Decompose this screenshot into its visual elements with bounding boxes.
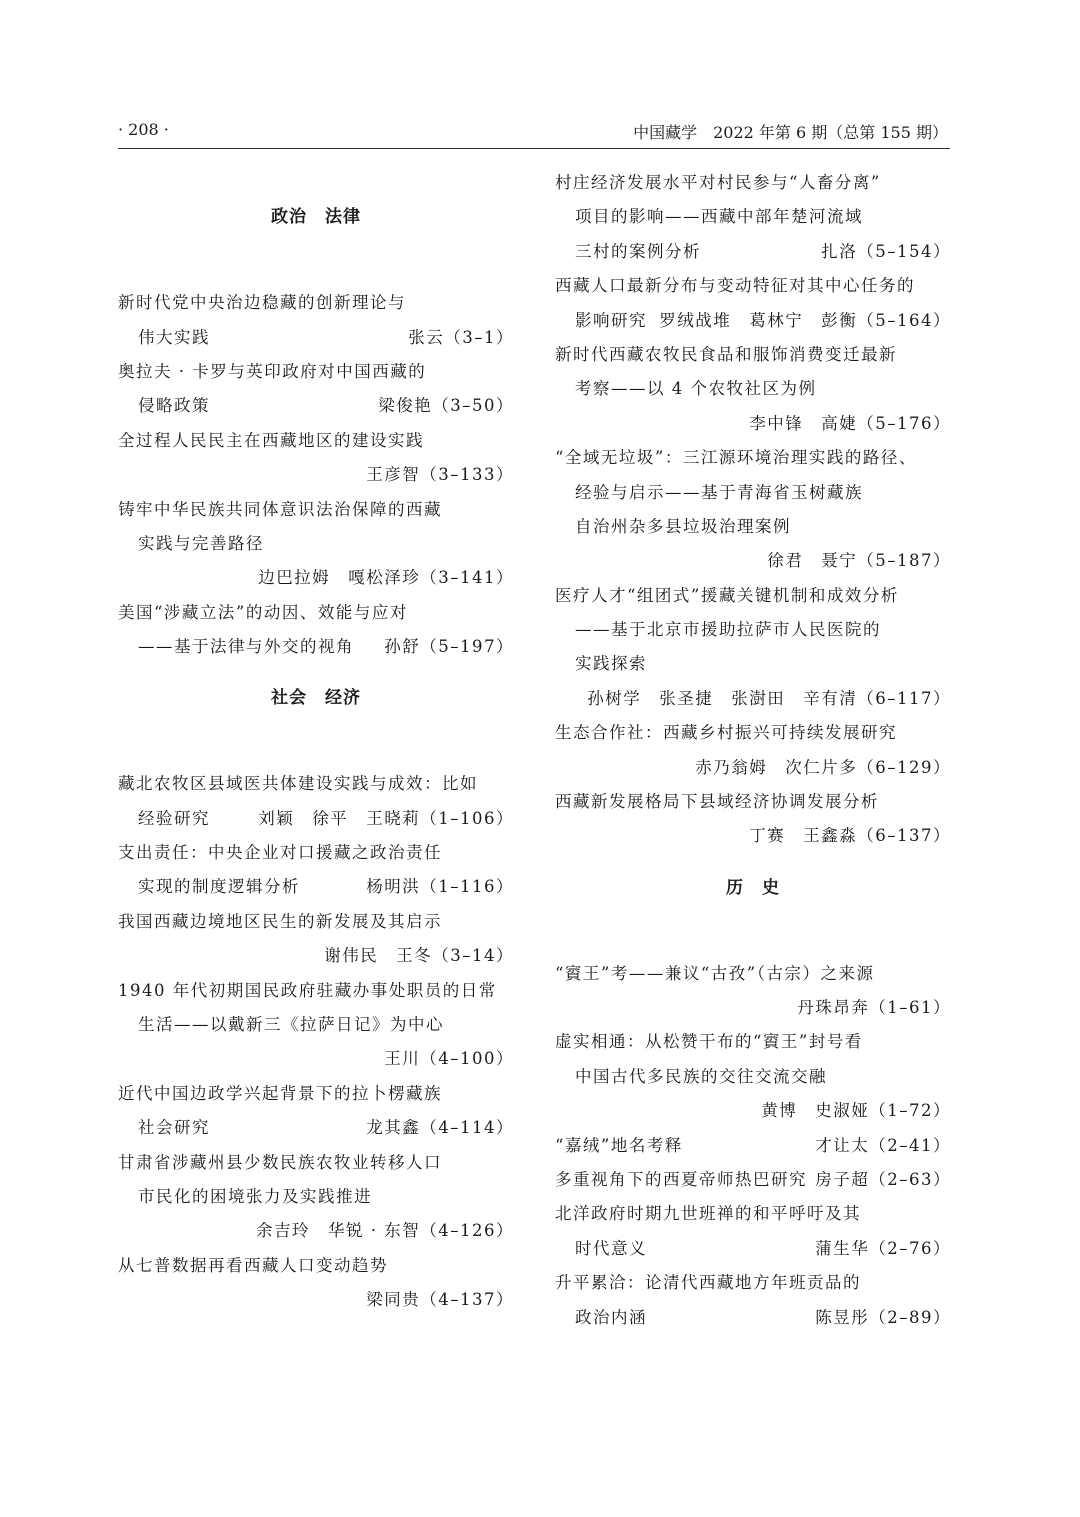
entry-title: 社会研究 (138, 1118, 210, 1138)
entry-author: 边巴拉姆 嘎松泽珍（3–141） (258, 568, 514, 588)
entry-title: 支出责任：中央企业对口援藏之政治责任 (118, 843, 442, 863)
entry-title: 时代意义 (575, 1238, 647, 1258)
entry-title: 从七普数据再看西藏人口变动趋势 (118, 1255, 388, 1275)
entry-author: 蒲生华（2–76） (815, 1238, 951, 1258)
entry-title: 生态合作社：西藏乡村振兴可持续发展研究 (555, 723, 897, 743)
entry-subtitle: 实践探索 (575, 654, 647, 674)
entry-author: 李中锋 高婕（5–176） (749, 413, 951, 433)
toc-entry (118, 1146, 514, 1249)
toc-entry (118, 596, 514, 665)
entry-title: 经验研究 (138, 808, 210, 828)
toc-entry (555, 1197, 951, 1266)
entry-title: 村庄经济发展水平对村民参与“人畜分离” (555, 173, 881, 192)
section-heading-politics-law: 政治 法律 (271, 207, 361, 228)
toc-entry (555, 785, 951, 854)
entry-author: 余吉玲 华锐 · 东智（4–126） (256, 1221, 514, 1241)
entry-author: 罗绒战堆 葛林宁 彭衡（5–164） (659, 310, 951, 330)
entry-title: 侵略政策 (138, 396, 210, 416)
entry-author: 梁俊艳（3–50） (378, 396, 514, 416)
entry-title: 我国西藏边境地区民生的新发展及其启示 (118, 911, 442, 931)
entry-subtitle: ——基于北京市援助拉萨市人民医院的 (575, 620, 881, 640)
entry-title: 新时代党中央治边稳藏的创新理论与 (118, 293, 406, 313)
entry-title: 虚实相通：从松赞干布的“賨王”封号看 (555, 1032, 863, 1052)
entry-title: 政治内涵 (575, 1307, 647, 1327)
entry-title: 新时代西藏农牧民食品和服饰消费变迁最新 (555, 344, 897, 364)
toc-entry (555, 166, 951, 269)
entry-title: 项目的影响——西藏中部年楚河流域 (575, 207, 863, 227)
entry-title: 藏北农牧区县域医共体建设实践与成效：比如 (118, 774, 478, 794)
entry-title: 美国“涉藏立法”的动因、效能与应对 (118, 602, 408, 622)
toc-entry (555, 957, 951, 1026)
entry-author: 徐君 聂宁（5–187） (767, 551, 951, 571)
entry-title: 铸牢中华民族共同体意识法治保障的西藏 (118, 499, 442, 519)
entry-title: 自治州杂多县垃圾治理案例 (575, 516, 791, 536)
entry-title: 市民化的困境张力及实践推进 (138, 1186, 372, 1206)
entry-title: 实现的制度逻辑分析 (138, 877, 300, 897)
entry-title: 中国古代多民族的交往交流交融 (575, 1066, 827, 1086)
toc-entry (555, 441, 951, 579)
left-column (118, 166, 514, 1318)
toc-entry (555, 338, 951, 441)
toc-entry (118, 424, 514, 493)
entry-author: 孙树学 张圣捷 张澍田 辛有清（6–117） (587, 688, 951, 708)
toc-entry (555, 1266, 951, 1335)
entry-title: 西藏人口最新分布与变动特征对其中心任务的 (555, 276, 915, 296)
entry-author: 刘颖 徐平 王晓莉（1–106） (258, 808, 514, 828)
entry-author: 丹珠昂奔（1–61） (797, 997, 951, 1017)
toc-entry (118, 286, 514, 355)
entry-author: 张云（3–1） (408, 327, 514, 347)
toc-entry (555, 1163, 951, 1197)
entry-author: 黄博 史淑娅（1–72） (761, 1101, 951, 1121)
entry-author: 赤乃翁姆 次仁片多（6–129） (695, 757, 951, 777)
section-heading-history: 历 史 (726, 877, 780, 898)
entry-title: 生活——以戴新三《拉萨日记》为中心 (138, 1014, 444, 1034)
entry-title: 多重视角下的西夏帝师热巴研究 (555, 1169, 807, 1189)
entry-author: 王川（4–100） (384, 1049, 514, 1069)
toc-entry (555, 716, 951, 785)
entry-author: 才让太（2–41） (815, 1135, 951, 1155)
entry-author: 扎洛（5–154） (821, 241, 951, 261)
entry-author: 陈昱彤（2–89） (815, 1307, 951, 1327)
entry-subtitle: ——基于法律与外交的视角 (138, 637, 354, 657)
toc-entry (118, 1077, 514, 1146)
entry-author: 王彦智（3–133） (366, 465, 514, 485)
entry-title: 考察——以 4 个农牧社区为例 (575, 379, 817, 399)
entry-title: 医疗人才“组团式”援藏关键机制和成效分析 (555, 585, 899, 605)
toc-entry (118, 974, 514, 1077)
entry-title: 全过程人民民主在西藏地区的建设实践 (118, 430, 424, 450)
entry-title: 升平累洽：论清代西藏地方年班贡品的 (555, 1273, 861, 1293)
journal-issue: 中国藏学 2022 年第 6 期（总第 155 期） (633, 123, 948, 142)
entry-author: 梁同贵（4–137） (366, 1290, 514, 1310)
entry-title: 经验与启示——基于青海省玉树藏族 (575, 482, 863, 502)
entry-author: 丁赛 王鑫淼（6–137） (749, 826, 951, 846)
toc-entry (118, 1249, 514, 1318)
entry-title: 影响研究 (575, 310, 647, 330)
entry-title: 奥拉夫 · 卡罗与英印政府对中国西藏的 (118, 361, 427, 381)
entry-title: “嘉绒”地名考释 (555, 1135, 683, 1155)
right-column (555, 166, 951, 1335)
toc-entry (118, 905, 514, 974)
entry-title: 北洋政府时期九世班禅的和平呼吁及其 (555, 1204, 861, 1224)
entry-title: 实践与完善路径 (138, 533, 264, 553)
toc-entry (555, 579, 951, 717)
toc-entry (118, 836, 514, 905)
entry-title: 伟大实践 (138, 327, 210, 347)
toc-entry (118, 355, 514, 424)
toc-entry (555, 1129, 951, 1163)
entry-author: 龙其鑫（4–114） (366, 1118, 514, 1138)
entry-title: “賨王”考——兼议“古孜”（古宗）之来源 (555, 963, 875, 983)
entry-author: 孙舒（5–197） (384, 637, 514, 657)
entry-author: 房子超（2–63） (815, 1169, 951, 1189)
running-header (118, 118, 950, 149)
entry-author: 谢伟民 王冬（3–14） (324, 946, 514, 966)
section-heading-society-economy: 社会 经济 (271, 688, 361, 709)
toc-entry (118, 493, 514, 596)
page-number: · 208 · (118, 120, 169, 139)
entry-title: 甘肃省涉藏州县少数民族农牧业转移人口 (118, 1152, 442, 1172)
toc-entry (555, 1025, 951, 1128)
entry-title: 西藏新发展格局下县域经济协调发展分析 (555, 792, 879, 812)
entry-title: 1940 年代初期国民政府驻藏办事处职员的日常 (118, 980, 497, 1000)
toc-entry (118, 767, 514, 836)
entry-title: “全域无垃圾”：三江源环境治理实践的路径、 (555, 448, 917, 468)
entry-title: 近代中国边政学兴起背景下的拉卜楞藏族 (118, 1083, 442, 1103)
toc-entry (555, 269, 951, 338)
entry-author: 杨明洪（1–116） (366, 877, 514, 897)
entry-title: 三村的案例分析 (575, 241, 701, 261)
